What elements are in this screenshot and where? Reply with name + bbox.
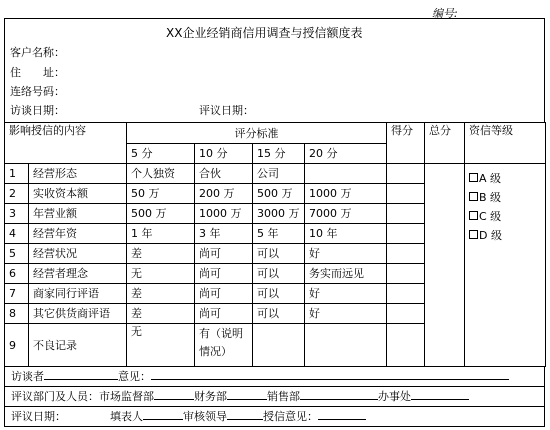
row-s15: 可以 bbox=[253, 264, 305, 284]
row-item: 经营者理念 bbox=[29, 264, 127, 284]
row-s20: 好 bbox=[305, 244, 387, 264]
row-item: 经营状况 bbox=[29, 244, 127, 264]
level-10: 10 分 bbox=[195, 144, 253, 164]
score-cell[interactable] bbox=[387, 304, 425, 324]
row-item: 商家同行评语 bbox=[29, 284, 127, 304]
total-header: 总分 bbox=[425, 123, 465, 164]
row-s5: 差 bbox=[127, 244, 195, 264]
grade-option-a[interactable]: A 级 bbox=[469, 169, 545, 188]
level-15: 15 分 bbox=[253, 144, 305, 164]
row-s20: 务实而远见 bbox=[305, 264, 387, 284]
row-no: 4 bbox=[5, 224, 29, 244]
row-s5: 差 bbox=[127, 304, 195, 324]
score-header: 得分 bbox=[387, 123, 425, 164]
row-no: 9 bbox=[5, 324, 29, 367]
review-date-row: 评议日期： 填表人 审核领导 授信意见： bbox=[4, 407, 545, 427]
row-s20: 7000 万 bbox=[305, 204, 387, 224]
total-cell[interactable] bbox=[425, 164, 465, 367]
row-s5: 50 万 bbox=[127, 184, 195, 204]
row-s10: 尚可 bbox=[195, 264, 253, 284]
row-s15 bbox=[253, 324, 305, 367]
row-s5: 1 年 bbox=[127, 224, 195, 244]
finance-field[interactable] bbox=[227, 388, 267, 400]
row-s15: 5 年 bbox=[253, 224, 305, 244]
market-field[interactable] bbox=[154, 388, 194, 400]
row-s20: 好 bbox=[305, 304, 387, 324]
opinion-field[interactable] bbox=[151, 368, 509, 380]
row-s10: 1000 万 bbox=[195, 204, 253, 224]
customer-name-label: 客户名称： bbox=[10, 46, 65, 59]
standard-header: 评分标准 bbox=[127, 123, 387, 144]
row-s20 bbox=[305, 164, 387, 184]
row-s5: 差 bbox=[127, 284, 195, 304]
row-item: 经营形态 bbox=[29, 164, 127, 184]
row-s20: 10 年 bbox=[305, 224, 387, 244]
checkbox-icon[interactable] bbox=[469, 173, 478, 182]
score-cell[interactable] bbox=[387, 224, 425, 244]
score-cell[interactable] bbox=[387, 284, 425, 304]
phone-label: 连络号码： bbox=[10, 85, 65, 98]
factor-header: 影响授信的内容 bbox=[5, 123, 127, 164]
row-s15: 公司 bbox=[253, 164, 305, 184]
approver-field[interactable] bbox=[227, 408, 263, 420]
row-s20: 好 bbox=[305, 284, 387, 304]
row-s10: 合伙 bbox=[195, 164, 253, 184]
checkbox-icon[interactable] bbox=[469, 192, 478, 201]
sales-field[interactable] bbox=[300, 388, 378, 400]
row-s15: 可以 bbox=[253, 244, 305, 264]
row-s15: 3000 万 bbox=[253, 204, 305, 224]
row-s20 bbox=[305, 324, 387, 367]
credit-score-table bbox=[4, 122, 546, 367]
row-s5: 无 bbox=[127, 264, 195, 284]
row-s5: 无 bbox=[127, 324, 195, 367]
grade-option-d[interactable]: D 级 bbox=[469, 226, 545, 245]
row-no: 2 bbox=[5, 184, 29, 204]
table-row bbox=[5, 164, 546, 184]
interviewer-row: 访谈者 意见： bbox=[4, 367, 545, 387]
row-item: 实收资本额 bbox=[29, 184, 127, 204]
row-item: 经营年资 bbox=[29, 224, 127, 244]
interviewer-field[interactable] bbox=[44, 368, 118, 380]
visit-date-label: 访谈日期： bbox=[10, 104, 65, 117]
row-s15: 可以 bbox=[253, 284, 305, 304]
row-item: 不良记录 bbox=[29, 324, 127, 367]
row-no: 3 bbox=[5, 204, 29, 224]
score-cell[interactable] bbox=[387, 244, 425, 264]
grade-option-c[interactable]: C 级 bbox=[469, 207, 545, 226]
row-s15: 500 万 bbox=[253, 184, 305, 204]
row-s10: 尚可 bbox=[195, 304, 253, 324]
row-s15: 可以 bbox=[253, 304, 305, 324]
grade-option-b[interactable]: B 级 bbox=[469, 188, 545, 207]
row-item: 其它供货商评语 bbox=[29, 304, 127, 324]
level-5: 5 分 bbox=[127, 144, 195, 164]
grade-header: 资信等级 bbox=[465, 123, 546, 164]
row-s5: 个人独资 bbox=[127, 164, 195, 184]
credit-opinion-field[interactable] bbox=[318, 408, 366, 420]
checkbox-icon[interactable] bbox=[469, 211, 478, 220]
score-cell[interactable] bbox=[387, 264, 425, 284]
grade-options bbox=[465, 164, 546, 367]
row-no: 7 bbox=[5, 284, 29, 304]
level-20: 20 分 bbox=[305, 144, 387, 164]
form-title: XX企业经销商信用调查与授信额度表 bbox=[166, 26, 363, 40]
row-s10: 有（说明情况） bbox=[195, 324, 253, 367]
office-field[interactable] bbox=[411, 388, 469, 400]
review-date-label: 评议日期： bbox=[199, 104, 254, 117]
row-s10: 3 年 bbox=[195, 224, 253, 244]
row-no: 5 bbox=[5, 244, 29, 264]
row-s10: 200 万 bbox=[195, 184, 253, 204]
row-no: 6 bbox=[5, 264, 29, 284]
row-s5: 500 万 bbox=[127, 204, 195, 224]
row-s10: 尚可 bbox=[195, 284, 253, 304]
row-no: 1 bbox=[5, 164, 29, 184]
row-s20: 1000 万 bbox=[305, 184, 387, 204]
score-cell[interactable] bbox=[387, 324, 425, 367]
row-item: 年营业额 bbox=[29, 204, 127, 224]
row-no: 8 bbox=[5, 304, 29, 324]
filler-field[interactable] bbox=[143, 408, 183, 420]
checkbox-icon[interactable] bbox=[469, 230, 478, 239]
score-cell[interactable] bbox=[387, 204, 425, 224]
score-cell[interactable] bbox=[387, 164, 425, 184]
serial-label: 编号: bbox=[432, 7, 458, 20]
row-s10: 尚可 bbox=[195, 244, 253, 264]
score-cell[interactable] bbox=[387, 184, 425, 204]
review-dept-row: 评议部门及人员：市场监督部 财务部 销售部 办事处 bbox=[4, 387, 545, 407]
address-label: 住 址： bbox=[10, 66, 65, 79]
